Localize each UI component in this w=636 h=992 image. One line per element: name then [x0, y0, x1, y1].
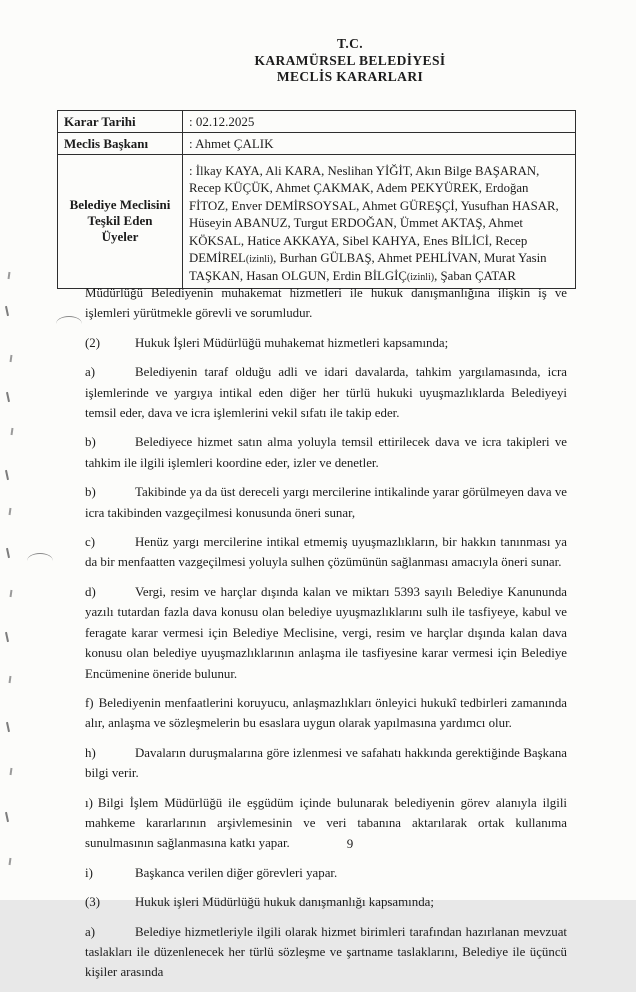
- paragraph-text: Belediyenin menfaatlerini koruyucu, anlaşmazlıkları önleyici hukukî tedbirleri zamanında alır, anlaşma ve sözleşmelerin bu esaslara uygun olarak yapılmasına yardımcı olur.: [85, 695, 567, 731]
- scan-artifact: [6, 722, 10, 732]
- scan-artifact: [6, 548, 10, 558]
- scan-artifact: [56, 316, 82, 329]
- paragraph-label: i): [85, 865, 93, 880]
- uyeler-label: Belediye Meclisini Teşkil Eden Üyeler: [58, 155, 183, 289]
- decision-info-table: [57, 110, 576, 289]
- table-row: [58, 155, 576, 289]
- paragraph-text: Takibinde ya da üst dereceli yargı mercilerine intikalinde yarar görülmeyen dava ve icra takibinden vazgeçilmesi konusunda öneri sunar,: [85, 485, 567, 520]
- scan-artifact: [5, 812, 9, 822]
- paragraph-text: Hukuk İşleri Müdürlüğü muhakemat hizmetleri kapsamında;: [135, 335, 449, 350]
- paragraph-text: Başkanca verilen diğer görevleri yapar.: [135, 865, 338, 880]
- karar-tarihi-label: Karar Tarihi: [58, 111, 183, 133]
- document-header: [0, 36, 636, 86]
- karar-tarihi-value: : 02.12.2025: [183, 111, 576, 133]
- header-tc: T.C.: [336, 36, 364, 51]
- paragraph-text: Henüz yargı mercilerine intikal etmemiş uyuşmazlıkların, bir hakkın tanınması ya da bir menfaatten vazgeçilmesi yoluyla sulhen çözümünün sağlanması amacıyla öneri sunar.: [85, 535, 567, 570]
- paragraph-label: d): [85, 584, 96, 599]
- header-municipality: KARAMÜRSEL BELEDİYESİ: [254, 52, 446, 68]
- paragraph: [85, 922, 567, 983]
- paragraph: [85, 582, 567, 684]
- meclis-baskani-label: Meclis Başkanı: [58, 133, 183, 155]
- paragraph: [85, 892, 567, 912]
- scan-artifact: [10, 355, 13, 362]
- header-doc-type: MECLİS KARARLARI: [276, 69, 424, 84]
- paragraph-label: ı): [85, 795, 93, 810]
- paragraph-label: f): [85, 695, 94, 710]
- scan-artifact: [5, 632, 9, 642]
- paragraph: [85, 432, 567, 473]
- paragraph-text: Belediyenin taraf olduğu adli ve idari davalarda, tahkim yargılamasında, icra işlemlerinde ve yargıya intikal eden diğer her türlü hukuki uyuşmazlıklarda Belediyeyi temsil eder, dava ve icra işlemlerini vekil sıfatı ile takip eder.: [85, 365, 567, 421]
- table-row: [58, 111, 576, 133]
- paragraph-text: Davaların duruşmalarına göre izlenmesi ve safahatı hakkında gerektiğinde Başkana bilgi verir.: [85, 745, 567, 781]
- paragraph-label: b): [85, 435, 96, 450]
- scan-artifact: [10, 768, 13, 775]
- meclis-baskani-value: : Ahmet ÇALIK: [183, 133, 576, 155]
- paragraph-text: Belediyece hizmet satın alma yoluyla temsil ettirilecek dava ve icra takipleri ve tahkim ile ilgili işlemleri koordine eder, izler ve denetler.: [85, 435, 567, 470]
- scan-artifact: [5, 306, 9, 316]
- paragraph-label: (2): [85, 335, 101, 350]
- scan-artifact: [6, 392, 10, 402]
- paragraph: [85, 362, 567, 423]
- paragraph-label: c): [85, 535, 96, 550]
- paragraph-label: (3): [85, 895, 101, 910]
- paragraph: [85, 532, 567, 573]
- table-row: [58, 133, 576, 155]
- paragraph: [85, 333, 567, 353]
- scan-artifact: [11, 428, 14, 435]
- scan-artifact: [27, 553, 53, 566]
- paragraph-text: Bilgi İşlem Müdürlüğü ile eşgüdüm içinde bulunarak belediyenin görev alanıyla ilgili mahkeme kararlarının arşivlemesinin ve veri tabanına aktarılarak ortak kullanıma sunulmasının sağlanmasına katkı yapar.: [85, 795, 567, 851]
- document-body: [85, 283, 567, 992]
- paragraph: [85, 863, 567, 883]
- page-number: 9: [346, 836, 354, 851]
- paragraph: [85, 743, 567, 784]
- paragraph-text: Müdürlüğü Belediyenin muhakemat hizmetleri ile hukuk danışmanlığına ilişkin iş ve işlemleri yürütmekle görevli ve sorumludur.: [85, 286, 567, 321]
- paragraph-label: a): [85, 365, 96, 380]
- paragraph-text: Belediye hizmetleriyle ilgili olarak hizmet birimleri tarafından hazırlanan mevzuat taslakları ile düzenlenecek her türlü sözleşme ve şartname taslaklarını, Belediye ile üçüncü kişiler arasında: [85, 924, 567, 980]
- paragraph-label: h): [85, 745, 96, 760]
- scan-artifact: [10, 590, 13, 597]
- paragraph-text: Hukuk işleri Müdürlüğü hukuk danışmanlığı kapsamında;: [135, 895, 434, 910]
- scan-artifact: [9, 858, 12, 865]
- paragraph: [85, 482, 567, 523]
- paragraph: [85, 693, 567, 734]
- paragraph: [85, 283, 567, 324]
- scan-artifact: [8, 272, 11, 279]
- scan-artifact: [9, 508, 12, 515]
- paragraph-text: Vergi, resim ve harçlar dışında kalan ve miktarı 5393 sayılı Belediye Kanununda yazılı tutardan fazla dava konusu olan belediye uyuşmazlıklarını sulh ile tasfiyeye, kabul ve feragate karar vermesi için Belediye Meclisine, vergi, resim ve harçlar dışında kalan dava konusu olan belediye uyuşmazlıklarının anlaşma ile tasfiyesine karar vermesi için Belediye Encümenine öneride bulunur.: [85, 584, 567, 681]
- scan-artifact: [9, 676, 12, 683]
- paragraph-label: a): [85, 924, 96, 939]
- paragraph-label: b): [85, 485, 96, 500]
- members-text: : İlkay KAYA, Ali KARA, Neslihan YİĞİT, Akın Bilge BAŞARAN, Recep KÜÇÜK, Ahmet ÇAKMAK, Adem PEKYÜREK, Erdoğan FİTOZ, Enver DEMİRSOYSAL, Ahmet GÜREŞÇİ, Yusufhan HASAR, Hüseyin ABANUZ, Turgut ERDOĞAN, Ümmet AKTAŞ, Ahmet KÖKSAL, Hatice AKKAYA, Sibel KAHYA, Enes BİLİCİ, Recep DEMİREL(izinli), Burhan GÜLBAŞ, Ahmet PEHLİVAN, Murat Yasin TAŞKAN, Hasan OLGUN, Erdin BİLGİÇ(izinli), Şaban ÇATAR: [183, 155, 576, 289]
- scan-artifact: [5, 470, 9, 480]
